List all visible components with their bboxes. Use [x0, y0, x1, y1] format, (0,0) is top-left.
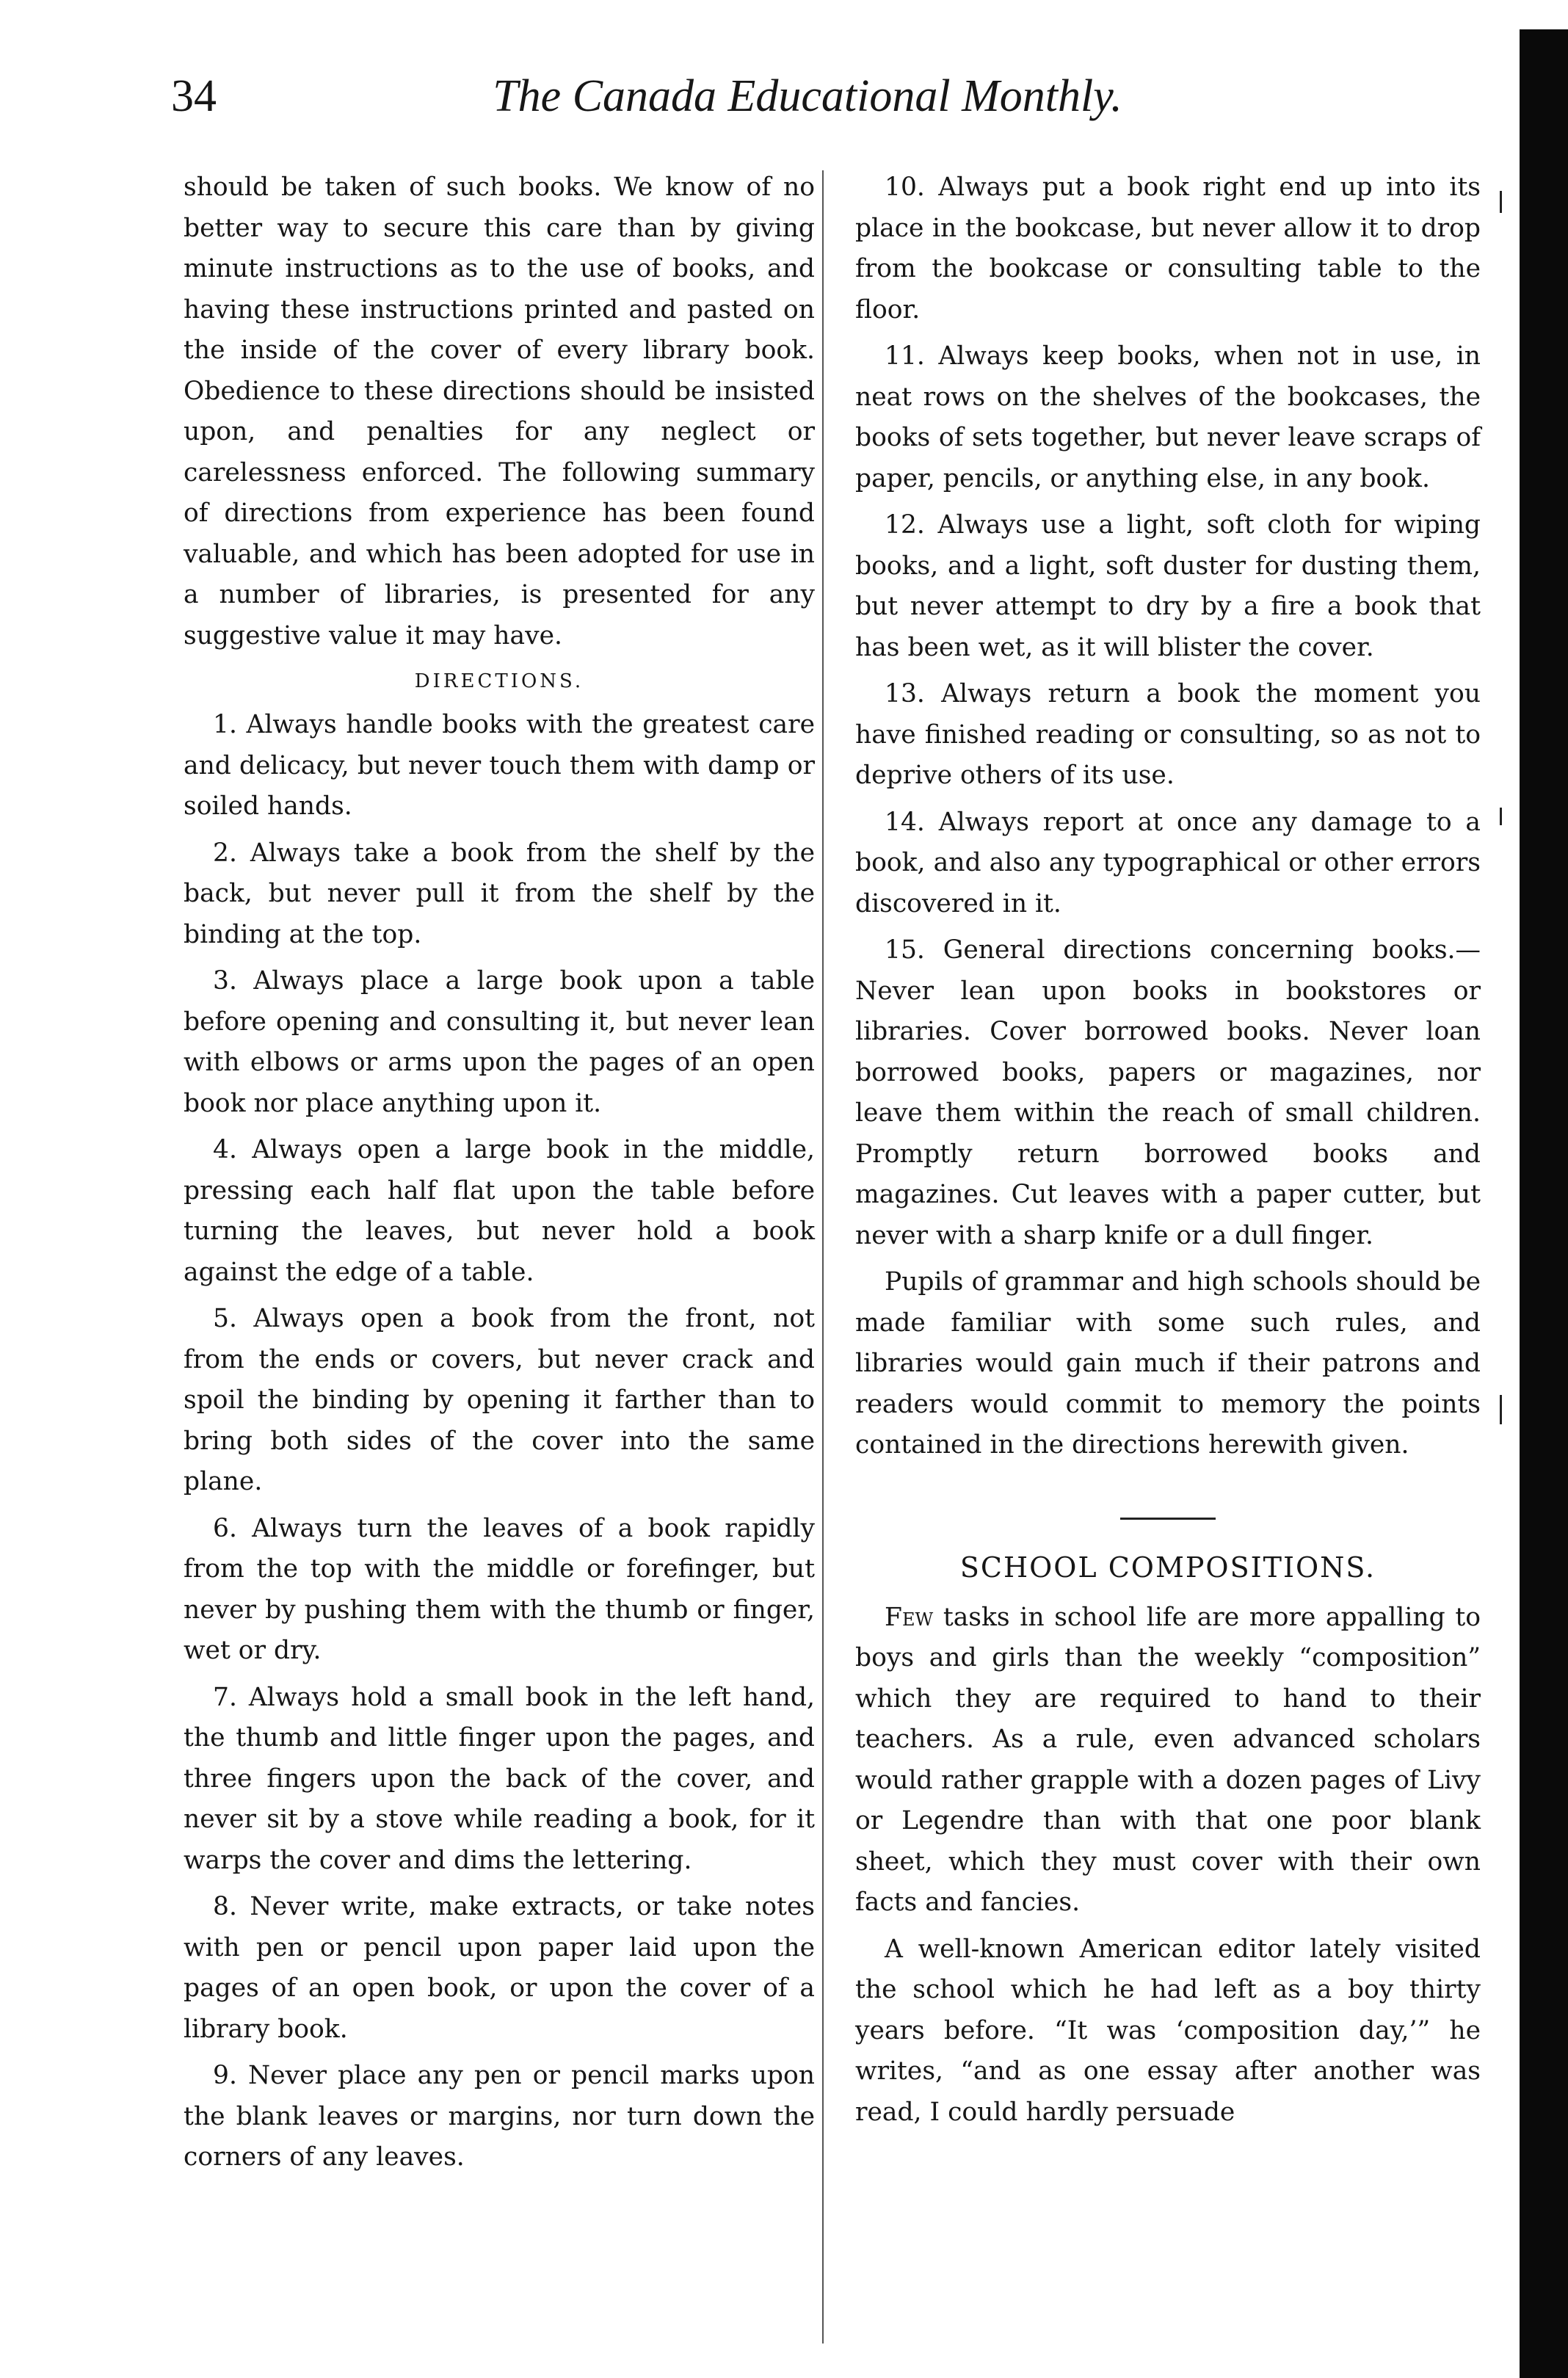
right-column [855, 167, 1481, 2133]
closing-paragraph: Pupils of grammar and high schools should be made familiar with some such rules, and libraries would gain much if their patrons and readers would commit to memory the points contained in the directions herewith given. [855, 1267, 1481, 1460]
direction-item-13: 13. Always return a book the moment you have finished reading or consulting, so as not to deprive others of its use. [855, 679, 1481, 790]
left-column [184, 167, 815, 2178]
scan-speck [1500, 808, 1502, 825]
page-number: 34 [171, 71, 217, 121]
direction-item-4: 4. Always open a large book in the middle, pressing each half flat upon the table before turning the leaves, but never hold a book against the edge of a table. [184, 1135, 815, 1287]
direction-item-7: 7. Always hold a small book in the left hand, the thumb and little finger upon the pages, and three fingers upon the back of the cover, and never sit by a stove while reading a book, for it warps the cover and dims the lettering. [184, 1682, 815, 1875]
section-heading: SCHOOL COMPOSITIONS. [959, 1551, 1376, 1584]
scan-speck [1500, 1395, 1502, 1424]
directions-heading: DIRECTIONS. [414, 670, 584, 692]
column-divider [822, 170, 824, 2343]
section-first-word: Few [885, 1602, 934, 1632]
direction-item-3: 3. Always place a large book upon a table before opening and consulting it, but never lean with elbows or arms upon the pages of an open book nor place anything upon it. [184, 966, 815, 1118]
direction-item-10: 10. Always put a book right end up into its place in the bookcase, but never allow it to drop from the bookcase or consulting table to the floor. [855, 173, 1481, 325]
direction-item-1: 1. Always handle books with the greatest care and delicacy, but never touch them with damp or soiled hands. [184, 710, 815, 821]
section-rule [1120, 1518, 1216, 1520]
direction-item-9: 9. Never place any pen or pencil marks upon the blank leaves or margins, nor turn down the corners of any leaves. [184, 2061, 815, 2172]
intro-paragraph: should be taken of such books. We know of no better way to secure this care than by giving minute instructions as to the use of books, and having these instructions printed and pasted on the inside of the cover of every library book. Obedience to these directions should be insisted upon, and penalties for any neglect or carelessness enforced. The following summary of directions from experience has been found valuable, and which has been adopted for use in a number of libraries, is presented for any suggestive value it may have. [184, 173, 815, 650]
section-paragraph-2: A well-known American editor lately visited the school which he had left as a boy thirty years before. “It was ‘composition day,’” he writes, “and as one essay after another was read, I could hardly persuade [855, 1934, 1481, 2127]
section-paragraph-1 [855, 1598, 1481, 1924]
scan-speck [1500, 191, 1502, 213]
direction-item-5: 5. Always open a book from the front, not from the ends or covers, but never crack and spoil the binding by opening it farther than to bring both sides of the cover into the same plane. [184, 1304, 815, 1496]
section-paragraph-1-text: tasks in school life are more appalling to boys and girls than the weekly “composition” which they are required to hand to their teachers. As a rule, even advanced scholars would rather grapple with a dozen pages of Livy or Legendre than with that one poor blank sheet, which they must cover with their own facts and fancies. [855, 1602, 1481, 1917]
direction-item-6: 6. Always turn the leaves of a book rapidly from the top with the middle or forefinger, but never by pushing them with the thumb or finger, wet or dry. [184, 1513, 815, 1665]
direction-item-15: 15. General directions concerning books.— Never lean upon books in bookstores or libraries. Cover borrowed books. Never loan borrowed books, papers or magazines, nor leave them within the reach of small children. Promptly return borrowed books and magazines. Cut leaves with a paper cutter, but never with a sharp knife or a dull finger. [855, 935, 1481, 1250]
running-title: The Canada Educational Monthly. [493, 71, 1122, 121]
scan-edge-bar [1520, 29, 1568, 2378]
direction-item-12: 12. Always use a light, soft cloth for wiping books, and a light, soft duster for dusting them, but never attempt to dry by a fire a book that has been wet, as it will blister the cover. [855, 510, 1481, 662]
direction-item-8: 8. Never write, make extracts, or take notes with pen or pencil upon paper laid upon the pages of an open book, or upon the cover of a library book. [184, 1892, 815, 2044]
direction-item-11: 11. Always keep books, when not in use, in neat rows on the shelves of the bookcases, the books of sets together, but never leave scraps of paper, pencils, or anything else, in any book. [855, 341, 1481, 493]
direction-item-2: 2. Always take a book from the shelf by the back, but never pull it from the shelf by the binding at the top. [184, 838, 815, 949]
direction-item-14: 14. Always report at once any damage to a book, and also any typographical or other errors discovered in it. [855, 807, 1481, 918]
